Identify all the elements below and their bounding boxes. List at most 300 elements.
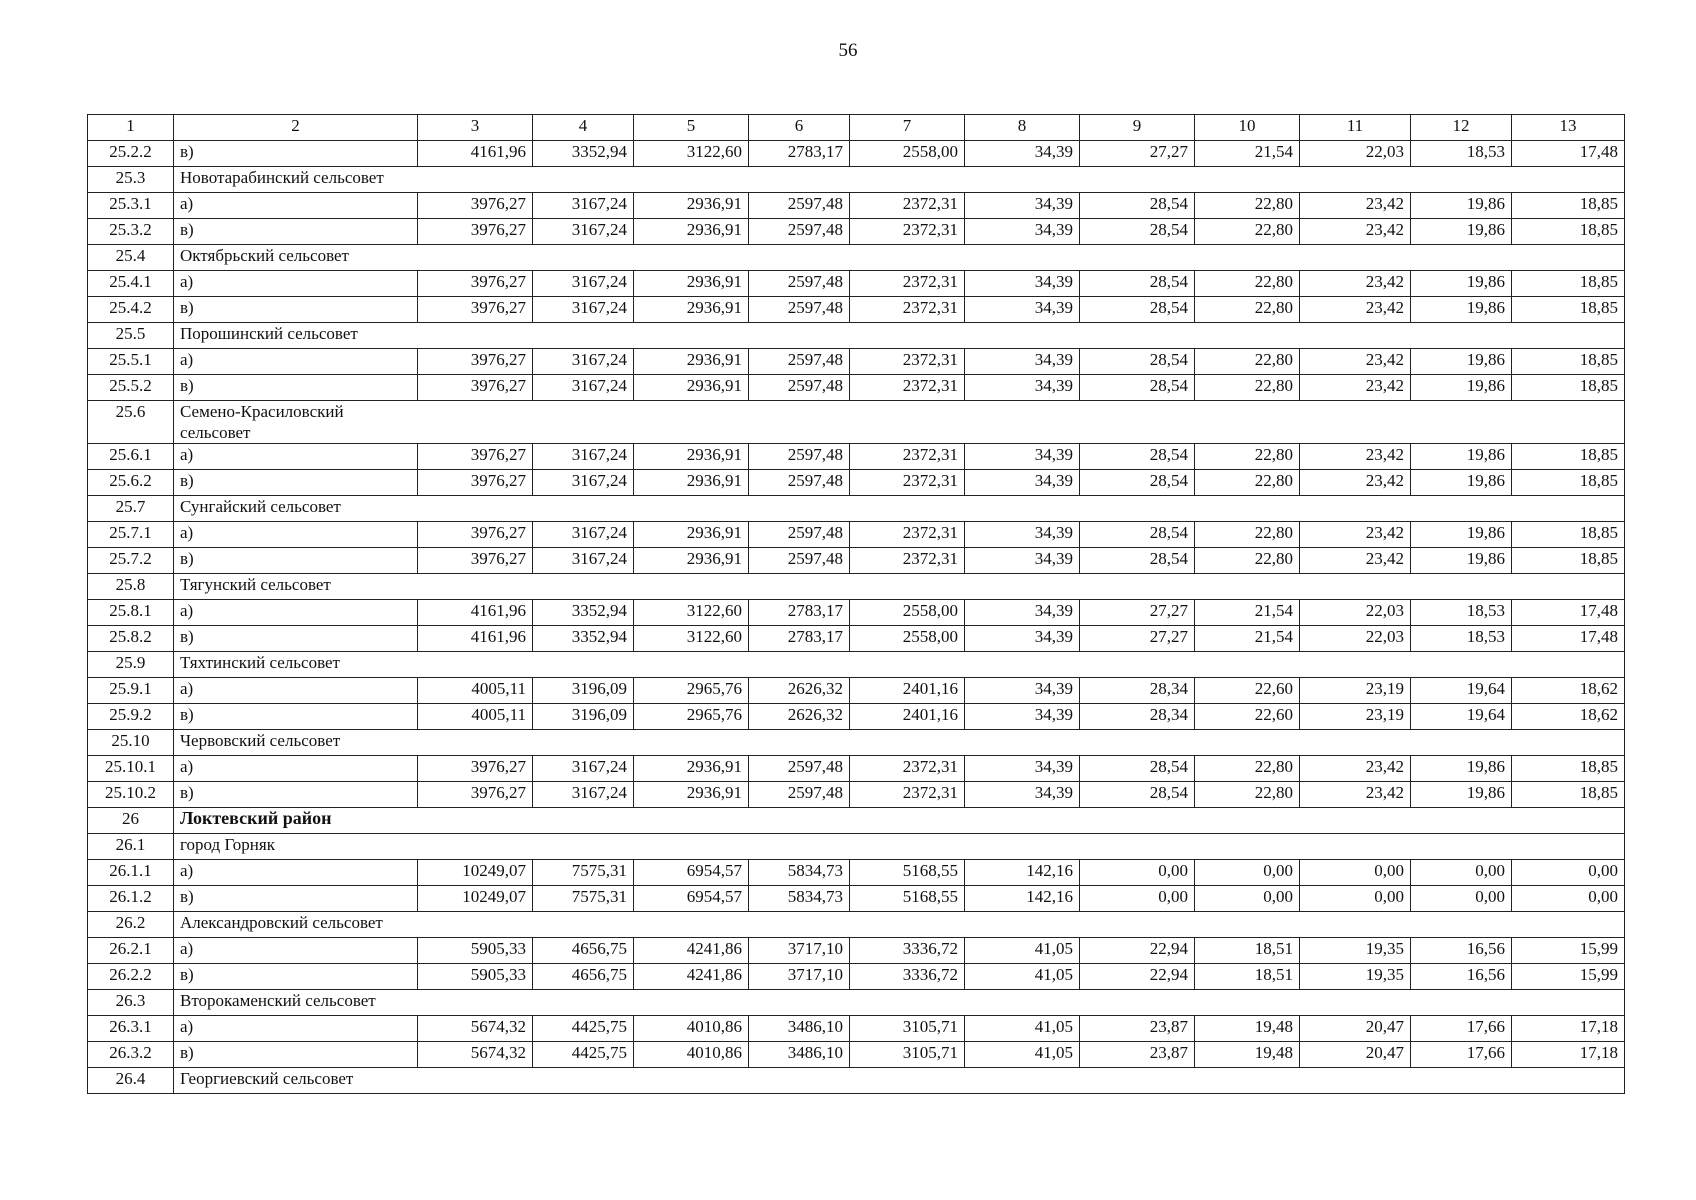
section-row xyxy=(88,167,1625,193)
value-cell: 34,39 xyxy=(965,756,1080,782)
value-cell: 3167,24 xyxy=(533,271,634,297)
value-cell: 3976,27 xyxy=(418,522,533,548)
value-cell: 28,54 xyxy=(1080,219,1195,245)
section-title: Семено-Красиловский сельсовет xyxy=(174,401,1625,444)
value-cell: 3976,27 xyxy=(418,297,533,323)
value-cell: 17,66 xyxy=(1411,1042,1512,1068)
value-cell: 19,48 xyxy=(1195,1016,1300,1042)
value-cell: 2597,48 xyxy=(749,522,850,548)
row-code: 26.2.1 xyxy=(88,938,174,964)
value-cell: 19,86 xyxy=(1411,782,1512,808)
value-cell: 34,39 xyxy=(965,141,1080,167)
value-cell: 4656,75 xyxy=(533,964,634,990)
value-cell: 3976,27 xyxy=(418,756,533,782)
value-cell: 19,86 xyxy=(1411,297,1512,323)
row-label: в) xyxy=(174,470,418,496)
row-code: 26.3.1 xyxy=(88,1016,174,1042)
value-cell: 4656,75 xyxy=(533,938,634,964)
value-cell: 2597,48 xyxy=(749,297,850,323)
row-code: 26.2.2 xyxy=(88,964,174,990)
value-cell: 18,85 xyxy=(1512,349,1625,375)
row-code: 26.3 xyxy=(88,990,174,1016)
row-code: 25.10.1 xyxy=(88,756,174,782)
value-cell: 23,42 xyxy=(1300,522,1411,548)
value-cell: 3167,24 xyxy=(533,548,634,574)
value-cell: 34,39 xyxy=(965,626,1080,652)
value-cell: 142,16 xyxy=(965,886,1080,912)
column-header: 11 xyxy=(1300,115,1411,141)
value-cell: 19,86 xyxy=(1411,756,1512,782)
row-code: 25.7.1 xyxy=(88,522,174,548)
value-cell: 18,85 xyxy=(1512,219,1625,245)
value-cell: 28,54 xyxy=(1080,375,1195,401)
value-cell: 6954,57 xyxy=(634,886,749,912)
row-code: 25.3.2 xyxy=(88,219,174,245)
value-cell: 34,39 xyxy=(965,522,1080,548)
section-title: Октябрьский сельсовет xyxy=(174,245,1625,271)
value-cell: 2401,16 xyxy=(850,678,965,704)
value-cell: 22,03 xyxy=(1300,600,1411,626)
value-cell: 4241,86 xyxy=(634,964,749,990)
column-header: 9 xyxy=(1080,115,1195,141)
value-cell: 5168,55 xyxy=(850,860,965,886)
value-cell: 2597,48 xyxy=(749,444,850,470)
table-header-row xyxy=(88,115,1625,141)
value-cell: 23,42 xyxy=(1300,349,1411,375)
value-cell: 23,42 xyxy=(1300,271,1411,297)
value-cell: 2597,48 xyxy=(749,219,850,245)
value-cell: 34,39 xyxy=(965,271,1080,297)
value-cell: 19,86 xyxy=(1411,219,1512,245)
row-label: в) xyxy=(174,375,418,401)
table-row xyxy=(88,600,1625,626)
row-label: в) xyxy=(174,297,418,323)
value-cell: 2965,76 xyxy=(634,704,749,730)
value-cell: 3976,27 xyxy=(418,349,533,375)
value-cell: 34,39 xyxy=(965,444,1080,470)
section-title: Сунгайский сельсовет xyxy=(174,496,1625,522)
value-cell: 22,80 xyxy=(1195,470,1300,496)
value-cell: 34,39 xyxy=(965,782,1080,808)
row-code: 25.5.1 xyxy=(88,349,174,375)
value-cell: 18,85 xyxy=(1512,756,1625,782)
section-row xyxy=(88,1068,1625,1094)
value-cell: 28,54 xyxy=(1080,470,1195,496)
value-cell: 22,80 xyxy=(1195,375,1300,401)
row-label: а) xyxy=(174,600,418,626)
value-cell: 23,19 xyxy=(1300,704,1411,730)
value-cell: 2965,76 xyxy=(634,678,749,704)
value-cell: 28,54 xyxy=(1080,756,1195,782)
value-cell: 21,54 xyxy=(1195,600,1300,626)
value-cell: 3352,94 xyxy=(533,600,634,626)
section-title: Червовский сельсовет xyxy=(174,730,1625,756)
value-cell: 28,54 xyxy=(1080,444,1195,470)
value-cell: 22,80 xyxy=(1195,219,1300,245)
value-cell: 0,00 xyxy=(1080,886,1195,912)
value-cell: 2936,91 xyxy=(634,522,749,548)
table-row xyxy=(88,548,1625,574)
row-label: а) xyxy=(174,938,418,964)
value-cell: 2372,31 xyxy=(850,349,965,375)
value-cell: 2936,91 xyxy=(634,219,749,245)
value-cell: 18,62 xyxy=(1512,704,1625,730)
value-cell: 18,85 xyxy=(1512,522,1625,548)
value-cell: 23,42 xyxy=(1300,470,1411,496)
value-cell: 0,00 xyxy=(1411,886,1512,912)
value-cell: 19,64 xyxy=(1411,704,1512,730)
value-cell: 41,05 xyxy=(965,1042,1080,1068)
value-cell: 22,94 xyxy=(1080,964,1195,990)
value-cell: 22,80 xyxy=(1195,297,1300,323)
row-label: а) xyxy=(174,860,418,886)
table-row xyxy=(88,782,1625,808)
table-row xyxy=(88,964,1625,990)
value-cell: 3167,24 xyxy=(533,782,634,808)
value-cell: 3105,71 xyxy=(850,1016,965,1042)
row-code: 25.6.2 xyxy=(88,470,174,496)
table-row xyxy=(88,141,1625,167)
value-cell: 2372,31 xyxy=(850,756,965,782)
value-cell: 17,18 xyxy=(1512,1016,1625,1042)
row-code: 25.2.2 xyxy=(88,141,174,167)
row-code: 25.7 xyxy=(88,496,174,522)
table-row xyxy=(88,1016,1625,1042)
value-cell: 5168,55 xyxy=(850,886,965,912)
row-code: 25.6.1 xyxy=(88,444,174,470)
column-header: 13 xyxy=(1512,115,1625,141)
row-code: 25.4 xyxy=(88,245,174,271)
row-label: в) xyxy=(174,548,418,574)
value-cell: 5834,73 xyxy=(749,886,850,912)
value-cell: 5905,33 xyxy=(418,938,533,964)
value-cell: 16,56 xyxy=(1411,938,1512,964)
value-cell: 2597,48 xyxy=(749,756,850,782)
value-cell: 0,00 xyxy=(1195,860,1300,886)
value-cell: 23,42 xyxy=(1300,756,1411,782)
value-cell: 22,03 xyxy=(1300,141,1411,167)
value-cell: 2597,48 xyxy=(749,193,850,219)
row-label: в) xyxy=(174,782,418,808)
table-row xyxy=(88,349,1625,375)
value-cell: 22,80 xyxy=(1195,756,1300,782)
value-cell: 3167,24 xyxy=(533,444,634,470)
value-cell: 28,54 xyxy=(1080,782,1195,808)
value-cell: 22,94 xyxy=(1080,938,1195,964)
section-row xyxy=(88,912,1625,938)
column-header: 8 xyxy=(965,115,1080,141)
value-cell: 4425,75 xyxy=(533,1016,634,1042)
row-label: в) xyxy=(174,704,418,730)
value-cell: 2597,48 xyxy=(749,470,850,496)
value-cell: 2597,48 xyxy=(749,375,850,401)
value-cell: 18,53 xyxy=(1411,626,1512,652)
value-cell: 16,56 xyxy=(1411,964,1512,990)
section-row xyxy=(88,574,1625,600)
value-cell: 3167,24 xyxy=(533,297,634,323)
value-cell: 34,39 xyxy=(965,349,1080,375)
row-label: в) xyxy=(174,219,418,245)
value-cell: 4161,96 xyxy=(418,626,533,652)
value-cell: 34,39 xyxy=(965,548,1080,574)
section-row xyxy=(88,990,1625,1016)
value-cell: 41,05 xyxy=(965,938,1080,964)
page-number: 56 xyxy=(838,40,858,61)
row-label: в) xyxy=(174,886,418,912)
value-cell: 22,80 xyxy=(1195,193,1300,219)
value-cell: 15,99 xyxy=(1512,938,1625,964)
section-title: Второкаменский сельсовет xyxy=(174,990,1625,1016)
value-cell: 0,00 xyxy=(1300,886,1411,912)
value-cell: 17,18 xyxy=(1512,1042,1625,1068)
row-label: в) xyxy=(174,626,418,652)
value-cell: 17,66 xyxy=(1411,1016,1512,1042)
value-cell: 2936,91 xyxy=(634,297,749,323)
column-header: 12 xyxy=(1411,115,1512,141)
value-cell: 2936,91 xyxy=(634,444,749,470)
value-cell: 2401,16 xyxy=(850,704,965,730)
value-cell: 23,42 xyxy=(1300,219,1411,245)
value-cell: 18,85 xyxy=(1512,375,1625,401)
row-code: 25.5 xyxy=(88,323,174,349)
row-code: 25.5.2 xyxy=(88,375,174,401)
value-cell: 3122,60 xyxy=(634,626,749,652)
column-header: 7 xyxy=(850,115,965,141)
value-cell: 22,60 xyxy=(1195,704,1300,730)
section-row xyxy=(88,496,1625,522)
value-cell: 19,86 xyxy=(1411,522,1512,548)
value-cell: 2936,91 xyxy=(634,271,749,297)
value-cell: 28,54 xyxy=(1080,548,1195,574)
table-row xyxy=(88,704,1625,730)
value-cell: 18,53 xyxy=(1411,600,1512,626)
value-cell: 18,51 xyxy=(1195,938,1300,964)
value-cell: 2558,00 xyxy=(850,626,965,652)
value-cell: 17,48 xyxy=(1512,626,1625,652)
value-cell: 28,34 xyxy=(1080,678,1195,704)
row-code: 25.4.1 xyxy=(88,271,174,297)
value-cell: 6954,57 xyxy=(634,860,749,886)
column-header: 6 xyxy=(749,115,850,141)
value-cell: 28,34 xyxy=(1080,704,1195,730)
value-cell: 19,86 xyxy=(1411,193,1512,219)
table-row xyxy=(88,886,1625,912)
value-cell: 18,53 xyxy=(1411,141,1512,167)
value-cell: 2558,00 xyxy=(850,600,965,626)
row-code: 25.8.2 xyxy=(88,626,174,652)
value-cell: 18,85 xyxy=(1512,470,1625,496)
section-title: Порошинский сельсовет xyxy=(174,323,1625,349)
district-title: Локтевский район xyxy=(174,808,1625,834)
row-label: а) xyxy=(174,193,418,219)
value-cell: 2372,31 xyxy=(850,470,965,496)
row-code: 25.4.2 xyxy=(88,297,174,323)
row-code: 26.4 xyxy=(88,1068,174,1094)
value-cell: 2936,91 xyxy=(634,756,749,782)
value-cell: 17,48 xyxy=(1512,600,1625,626)
value-cell: 15,99 xyxy=(1512,964,1625,990)
value-cell: 3122,60 xyxy=(634,141,749,167)
value-cell: 23,42 xyxy=(1300,782,1411,808)
value-cell: 3976,27 xyxy=(418,782,533,808)
value-cell: 23,42 xyxy=(1300,375,1411,401)
row-code: 25.10.2 xyxy=(88,782,174,808)
value-cell: 2626,32 xyxy=(749,704,850,730)
value-cell: 4425,75 xyxy=(533,1042,634,1068)
value-cell: 3976,27 xyxy=(418,219,533,245)
value-cell: 22,80 xyxy=(1195,522,1300,548)
value-cell: 23,19 xyxy=(1300,678,1411,704)
value-cell: 3167,24 xyxy=(533,193,634,219)
value-cell: 2372,31 xyxy=(850,375,965,401)
tariff-table xyxy=(87,114,1625,1094)
value-cell: 2597,48 xyxy=(749,271,850,297)
value-cell: 19,35 xyxy=(1300,964,1411,990)
value-cell: 3196,09 xyxy=(533,704,634,730)
value-cell: 23,87 xyxy=(1080,1042,1195,1068)
value-cell: 2597,48 xyxy=(749,548,850,574)
row-code: 26.1 xyxy=(88,834,174,860)
table-row xyxy=(88,1042,1625,1068)
table-row xyxy=(88,860,1625,886)
row-code: 26.3.2 xyxy=(88,1042,174,1068)
value-cell: 3167,24 xyxy=(533,375,634,401)
value-cell: 3352,94 xyxy=(533,626,634,652)
value-cell: 41,05 xyxy=(965,1016,1080,1042)
value-cell: 34,39 xyxy=(965,375,1080,401)
value-cell: 7575,31 xyxy=(533,860,634,886)
value-cell: 2936,91 xyxy=(634,375,749,401)
value-cell: 2783,17 xyxy=(749,600,850,626)
value-cell: 4241,86 xyxy=(634,938,749,964)
value-cell: 2372,31 xyxy=(850,444,965,470)
section-row xyxy=(88,652,1625,678)
table-row xyxy=(88,756,1625,782)
value-cell: 18,85 xyxy=(1512,271,1625,297)
value-cell: 18,85 xyxy=(1512,782,1625,808)
value-cell: 20,47 xyxy=(1300,1016,1411,1042)
row-code: 25.6 xyxy=(88,401,174,444)
value-cell: 21,54 xyxy=(1195,141,1300,167)
row-label: а) xyxy=(174,522,418,548)
table-row xyxy=(88,938,1625,964)
value-cell: 3976,27 xyxy=(418,375,533,401)
value-cell: 0,00 xyxy=(1300,860,1411,886)
column-header: 2 xyxy=(174,115,418,141)
value-cell: 0,00 xyxy=(1411,860,1512,886)
value-cell: 19,86 xyxy=(1411,548,1512,574)
value-cell: 21,54 xyxy=(1195,626,1300,652)
value-cell: 34,39 xyxy=(965,600,1080,626)
value-cell: 41,05 xyxy=(965,964,1080,990)
value-cell: 3336,72 xyxy=(850,938,965,964)
value-cell: 3167,24 xyxy=(533,522,634,548)
column-header: 5 xyxy=(634,115,749,141)
value-cell: 28,54 xyxy=(1080,193,1195,219)
value-cell: 5834,73 xyxy=(749,860,850,886)
value-cell: 5905,33 xyxy=(418,964,533,990)
value-cell: 2597,48 xyxy=(749,782,850,808)
value-cell: 142,16 xyxy=(965,860,1080,886)
value-cell: 2372,31 xyxy=(850,193,965,219)
value-cell: 19,35 xyxy=(1300,938,1411,964)
value-cell: 22,60 xyxy=(1195,678,1300,704)
value-cell: 19,86 xyxy=(1411,349,1512,375)
value-cell: 22,80 xyxy=(1195,444,1300,470)
value-cell: 2372,31 xyxy=(850,548,965,574)
section-title: Тяхтинский сельсовет xyxy=(174,652,1625,678)
value-cell: 19,86 xyxy=(1411,375,1512,401)
value-cell: 0,00 xyxy=(1195,886,1300,912)
value-cell: 2936,91 xyxy=(634,193,749,219)
value-cell: 2558,00 xyxy=(850,141,965,167)
table-row xyxy=(88,678,1625,704)
value-cell: 0,00 xyxy=(1080,860,1195,886)
value-cell: 3486,10 xyxy=(749,1016,850,1042)
value-cell: 19,86 xyxy=(1411,444,1512,470)
value-cell: 3167,24 xyxy=(533,349,634,375)
value-cell: 5674,32 xyxy=(418,1042,533,1068)
row-code: 26.1.1 xyxy=(88,860,174,886)
row-label: а) xyxy=(174,271,418,297)
value-cell: 3976,27 xyxy=(418,444,533,470)
row-code: 25.8.1 xyxy=(88,600,174,626)
row-code: 25.7.2 xyxy=(88,548,174,574)
section-row xyxy=(88,834,1625,860)
value-cell: 5674,32 xyxy=(418,1016,533,1042)
row-code: 25.10 xyxy=(88,730,174,756)
value-cell: 3196,09 xyxy=(533,678,634,704)
table-row xyxy=(88,271,1625,297)
section-row xyxy=(88,245,1625,271)
value-cell: 20,47 xyxy=(1300,1042,1411,1068)
value-cell: 4161,96 xyxy=(418,141,533,167)
table-row xyxy=(88,626,1625,652)
value-cell: 28,54 xyxy=(1080,297,1195,323)
value-cell: 23,42 xyxy=(1300,444,1411,470)
value-cell: 7575,31 xyxy=(533,886,634,912)
value-cell: 22,80 xyxy=(1195,782,1300,808)
value-cell: 3717,10 xyxy=(749,938,850,964)
value-cell: 18,85 xyxy=(1512,297,1625,323)
value-cell: 23,42 xyxy=(1300,548,1411,574)
value-cell: 3336,72 xyxy=(850,964,965,990)
value-cell: 3167,24 xyxy=(533,219,634,245)
row-label: а) xyxy=(174,1016,418,1042)
section-title: Тягунский сельсовет xyxy=(174,574,1625,600)
value-cell: 3352,94 xyxy=(533,141,634,167)
value-cell: 2936,91 xyxy=(634,349,749,375)
value-cell: 4005,11 xyxy=(418,704,533,730)
value-cell: 22,80 xyxy=(1195,349,1300,375)
value-cell: 4161,96 xyxy=(418,600,533,626)
value-cell: 18,85 xyxy=(1512,193,1625,219)
value-cell: 3105,71 xyxy=(850,1042,965,1068)
row-label: а) xyxy=(174,444,418,470)
row-label: а) xyxy=(174,756,418,782)
value-cell: 17,48 xyxy=(1512,141,1625,167)
row-label: в) xyxy=(174,141,418,167)
value-cell: 2783,17 xyxy=(749,626,850,652)
value-cell: 23,42 xyxy=(1300,193,1411,219)
value-cell: 4010,86 xyxy=(634,1042,749,1068)
value-cell: 3976,27 xyxy=(418,548,533,574)
table-row xyxy=(88,219,1625,245)
value-cell: 2783,17 xyxy=(749,141,850,167)
value-cell: 0,00 xyxy=(1512,860,1625,886)
table-body xyxy=(88,115,1625,1094)
value-cell: 23,42 xyxy=(1300,297,1411,323)
